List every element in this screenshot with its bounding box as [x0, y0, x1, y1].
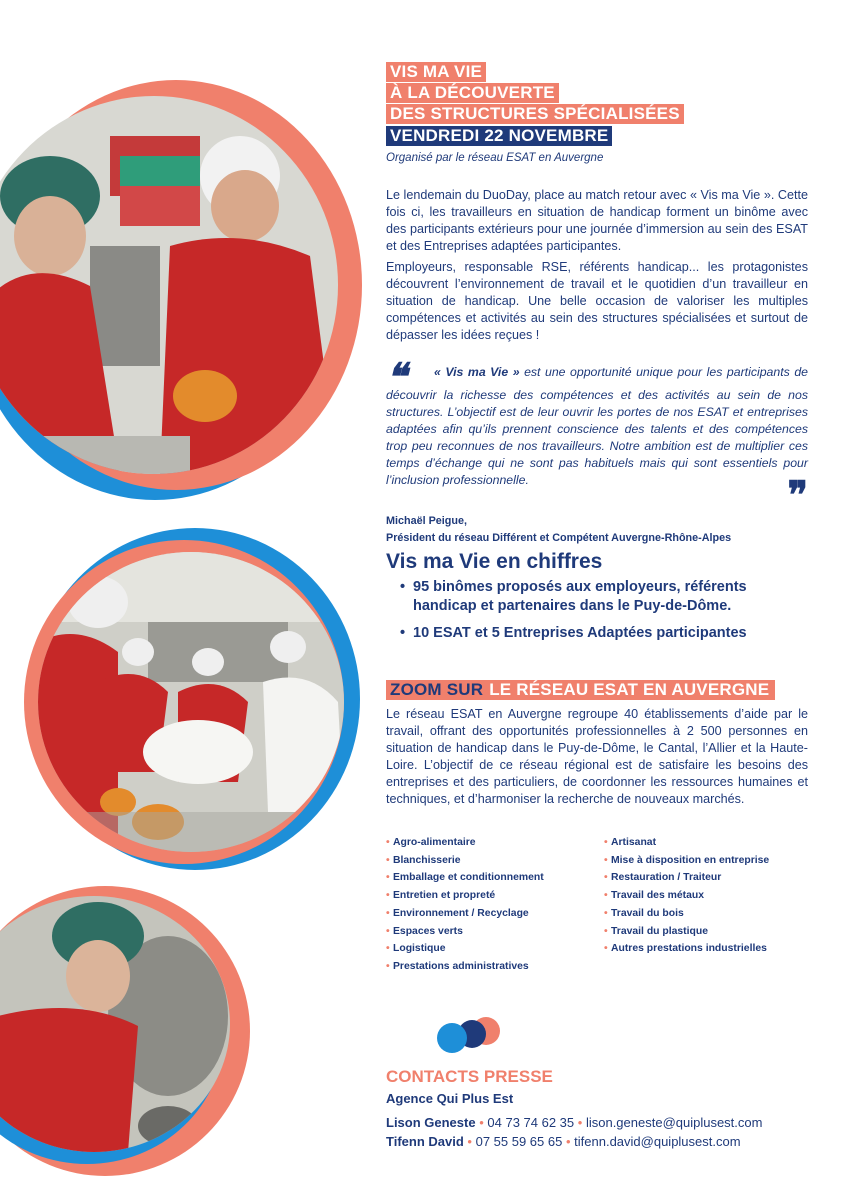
header-date: VENDREDI 22 NOVEMBRE — [386, 126, 612, 146]
intro-paragraph-2: Employeurs, responsable RSE, référents handicap... les protagonistes découvrent l’environnement de travail et le quotidien d’un travailleur en situation de handicap. Une belle occasion de valoriser les multiples compétences et activités au sein des structures spécialisées et surtout de dépasser les idées reçues ! — [386, 260, 808, 342]
sector-item: • Mise à disposition en entreprise — [604, 852, 814, 870]
chiffres-list — [386, 578, 808, 643]
contacts-agency: Agence Qui Plus Est — [386, 1091, 514, 1106]
sector-item: • Restauration / Traiteur — [604, 869, 814, 887]
quote-open-icon: ❝ — [386, 354, 407, 399]
header-block — [386, 62, 808, 164]
contact-name: Tifenn David — [386, 1134, 464, 1149]
sector-item: • Autres prestations industrielles — [604, 940, 814, 958]
zoom-label — [386, 680, 489, 700]
sectors-right — [604, 834, 814, 958]
sector-item: • Environnement / Recyclage — [386, 905, 596, 923]
quote-block — [386, 354, 808, 547]
quote-body: est une opportunité unique pour les participants de découvrir la richesse des compétences et des activités au sein de nos structures. L’objectif est de leur ouvrir les portes de nos ESAT et entreprises adaptées afin qu’ils prennent conscience des talents et des compétences trop peu reconnues de nos travailleurs. Notre ambition est de multiplier ces temps d’échange qui ne sont pas habituels mais qui sont essentiels pour l’inclusion professionnelle. — [386, 365, 808, 487]
header-tag-1: VIS MA VIE — [386, 62, 486, 82]
contacts-block — [386, 1067, 808, 1151]
contact-email[interactable]: lison.geneste@quiplusest.com — [585, 1115, 763, 1130]
quote-text — [386, 354, 808, 489]
sector-item: • Travail des métaux — [604, 887, 814, 905]
sector-item: • Blanchisserie — [386, 852, 596, 870]
zoom-block — [386, 680, 808, 808]
sectors-left — [386, 834, 596, 976]
sector-item: • Emballage et conditionnement — [386, 869, 596, 887]
chiffres-item: • 10 ESAT et 5 Entreprises Adaptées participantes — [400, 624, 808, 643]
sector-item: • Agro-alimentaire — [386, 834, 596, 852]
sector-item: • Espaces verts — [386, 923, 596, 941]
contact-phone[interactable]: 07 55 59 65 65 — [475, 1134, 563, 1149]
intro-paragraph-1: Le lendemain du DuoDay, place au match retour avec « Vis ma Vie ». Cette fois ci, les travailleurs en situation de handicap forment un binôme avec des participants extérieurs pour une journée d’immersion au sein des ESAT et des Entreprises adaptées participantes. — [386, 188, 808, 253]
contact-email[interactable]: tifenn.david@quiplusest.com — [574, 1134, 741, 1149]
chiffres-item: • 95 binômes proposés aux employeurs, référents handicap et partenaires dans le Puy-de-Dôme. — [400, 578, 808, 616]
sector-item: • Entretien et propreté — [386, 887, 596, 905]
sector-item: • Travail du plastique — [604, 923, 814, 941]
header-tag-3: DES STRUCTURES SPÉCIALISÉES — [386, 104, 684, 124]
zoom-paragraph: Le réseau ESAT en Auvergne regroupe 40 établissements d’aide par le travail, offrant des opportunités professionnelles à 2 500 personnes en situation de handicap dans le Puy-de-Dôme, le Cantal, l’Allier et la Haute-Loire. L’objectif de ce réseau régional est de satisfaire les besoins des entreprises et des particuliers, de coordonner les ressources humaines et techniques, et d’harmoniser la recherche de nouveaux marchés. — [386, 707, 808, 806]
zoom-label-text: ZOOM SUR — [390, 680, 484, 699]
sector-item: • Prestations administratives — [386, 958, 596, 976]
quote-author-role: Président du réseau Différent et Compétent Auvergne-Rhône-Alpes — [386, 532, 732, 544]
contact-name: Lison Geneste — [386, 1115, 476, 1130]
chiffres-block — [386, 550, 808, 643]
header-tag-2: À LA DÉCOUVERTE — [386, 83, 559, 103]
contacts-title: CONTACTS PRESSE — [386, 1067, 553, 1086]
quote-author: Michaël Peigue, — [386, 515, 468, 527]
sector-item: • Artisanat — [604, 834, 814, 852]
agency-logo — [436, 1016, 506, 1056]
contact-row: Tifenn David • 07 55 59 65 65 • tifenn.david@quiplusest.com — [386, 1134, 741, 1149]
contact-phone[interactable]: 04 73 74 62 35 — [487, 1115, 575, 1130]
intro-block — [386, 187, 808, 344]
quote-close-icon: ❞ — [787, 472, 808, 517]
quote-lead: « Vis ma Vie » — [434, 365, 520, 379]
sector-item: • Travail du bois — [604, 905, 814, 923]
contact-row: Lison Geneste • 04 73 74 62 35 • lison.geneste@quiplusest.com — [386, 1115, 763, 1130]
zoom-title: LE RÉSEAU ESAT EN AUVERGNE — [489, 680, 775, 700]
organizer-line: Organisé par le réseau ESAT en Auvergne — [386, 152, 604, 164]
chiffres-title: Vis ma Vie en chiffres — [386, 550, 603, 573]
photo-pumpkin-workshop — [38, 552, 344, 852]
sector-item: • Logistique — [386, 940, 596, 958]
